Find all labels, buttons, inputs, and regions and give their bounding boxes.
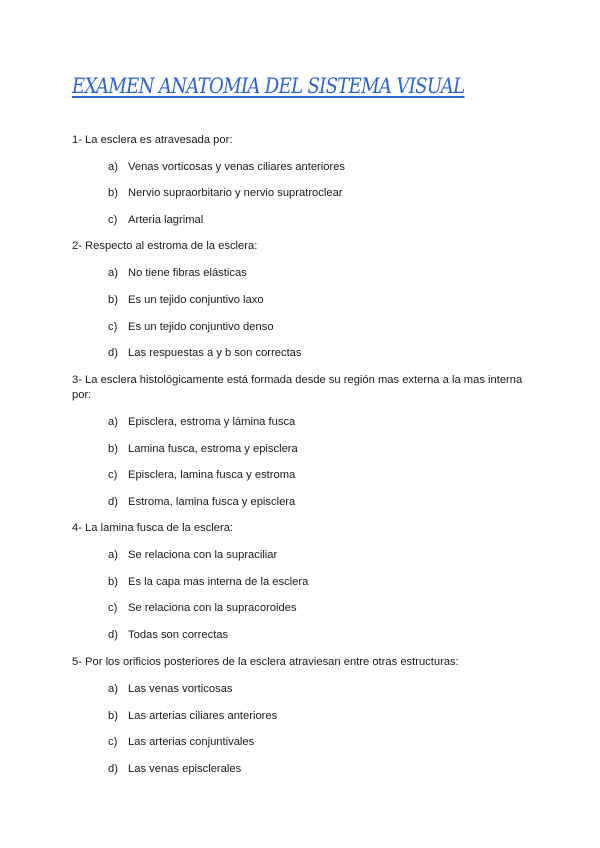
option-letter: a) bbox=[108, 161, 118, 173]
option-letter: c) bbox=[108, 736, 118, 748]
option-text: Todas son correctas bbox=[128, 629, 229, 641]
option-text: Es un tejido conjuntivo denso bbox=[128, 321, 274, 333]
option-letter: b) bbox=[108, 294, 118, 306]
option-text: Episclera, estroma y lámina fusca bbox=[128, 416, 296, 428]
option-2b bbox=[108, 293, 264, 308]
option-4a bbox=[108, 548, 277, 563]
option-3a bbox=[108, 415, 295, 430]
option-text: Nervio supraorbitario y nervio supratroclear bbox=[128, 187, 343, 199]
option-letter: b) bbox=[108, 443, 118, 455]
page-title: EXAMEN ANATOMIA DEL SISTEMA VISUAL bbox=[72, 74, 465, 98]
option-3d bbox=[108, 495, 295, 510]
option-text: Las arterias ciliares anteriores bbox=[128, 710, 278, 722]
option-text: Episclera, lamina fusca y estroma bbox=[128, 469, 296, 481]
option-letter: d) bbox=[108, 763, 118, 775]
option-text: No tiene fibras elásticas bbox=[128, 267, 247, 279]
option-5a bbox=[108, 682, 232, 697]
option-letter: b) bbox=[108, 576, 118, 588]
option-1b bbox=[108, 186, 343, 201]
option-1a bbox=[108, 160, 345, 175]
option-text: Lamina fusca, estroma y episclera bbox=[128, 443, 298, 455]
option-5b bbox=[108, 709, 277, 724]
option-2d bbox=[108, 346, 302, 361]
option-3c bbox=[108, 468, 295, 483]
option-1c bbox=[108, 213, 203, 228]
option-letter: d) bbox=[108, 347, 118, 359]
option-text: Las arterias conjuntivales bbox=[128, 736, 255, 748]
option-5d bbox=[108, 762, 241, 777]
question-4: 4- La lamina fusca de la esclera: bbox=[72, 522, 234, 534]
option-4d bbox=[108, 628, 228, 643]
option-2c bbox=[108, 320, 274, 335]
option-letter: a) bbox=[108, 416, 118, 428]
option-letter: d) bbox=[108, 496, 118, 508]
option-4b bbox=[108, 575, 308, 590]
option-letter: c) bbox=[108, 321, 118, 333]
option-text: Es un tejido conjuntivo laxo bbox=[128, 294, 264, 306]
option-text: Se relaciona con la supracoroides bbox=[128, 602, 297, 614]
option-letter: b) bbox=[108, 187, 118, 199]
option-text: Las venas episclerales bbox=[128, 763, 242, 775]
option-text: Es la capa mas interna de la esclera bbox=[128, 576, 309, 588]
option-5c bbox=[108, 735, 254, 750]
question-3: 3- La esclera histológicamente está formada desde su región mas externa a la mas interna por: bbox=[72, 374, 523, 401]
question-2: 2- Respecto al estroma de la esclera: bbox=[72, 240, 258, 252]
option-4c bbox=[108, 601, 297, 616]
option-text: Estroma, lamina fusca y episclera bbox=[128, 496, 296, 508]
option-letter: c) bbox=[108, 469, 118, 481]
option-2a bbox=[108, 266, 247, 281]
option-letter: b) bbox=[108, 710, 118, 722]
question-5: 5- Por los orificios posteriores de la esclera atraviesan entre otras estructuras: bbox=[72, 656, 459, 668]
option-letter: a) bbox=[108, 683, 118, 695]
option-letter: a) bbox=[108, 549, 118, 561]
option-text: Las venas vorticosas bbox=[128, 683, 233, 695]
option-text: Arteria lagrimal bbox=[128, 214, 204, 226]
question-1: 1- La esclera es atravesada por: bbox=[72, 134, 233, 146]
option-letter: a) bbox=[108, 267, 118, 279]
option-letter: c) bbox=[108, 602, 118, 614]
option-text: Las respuestas a y b son correctas bbox=[128, 347, 302, 359]
option-text: Se relaciona con la supraciliar bbox=[128, 549, 278, 561]
option-letter: c) bbox=[108, 214, 118, 226]
option-text: Venas vorticosas y venas ciliares anteriores bbox=[128, 161, 346, 173]
option-3b bbox=[108, 442, 298, 457]
option-letter: d) bbox=[108, 629, 118, 641]
